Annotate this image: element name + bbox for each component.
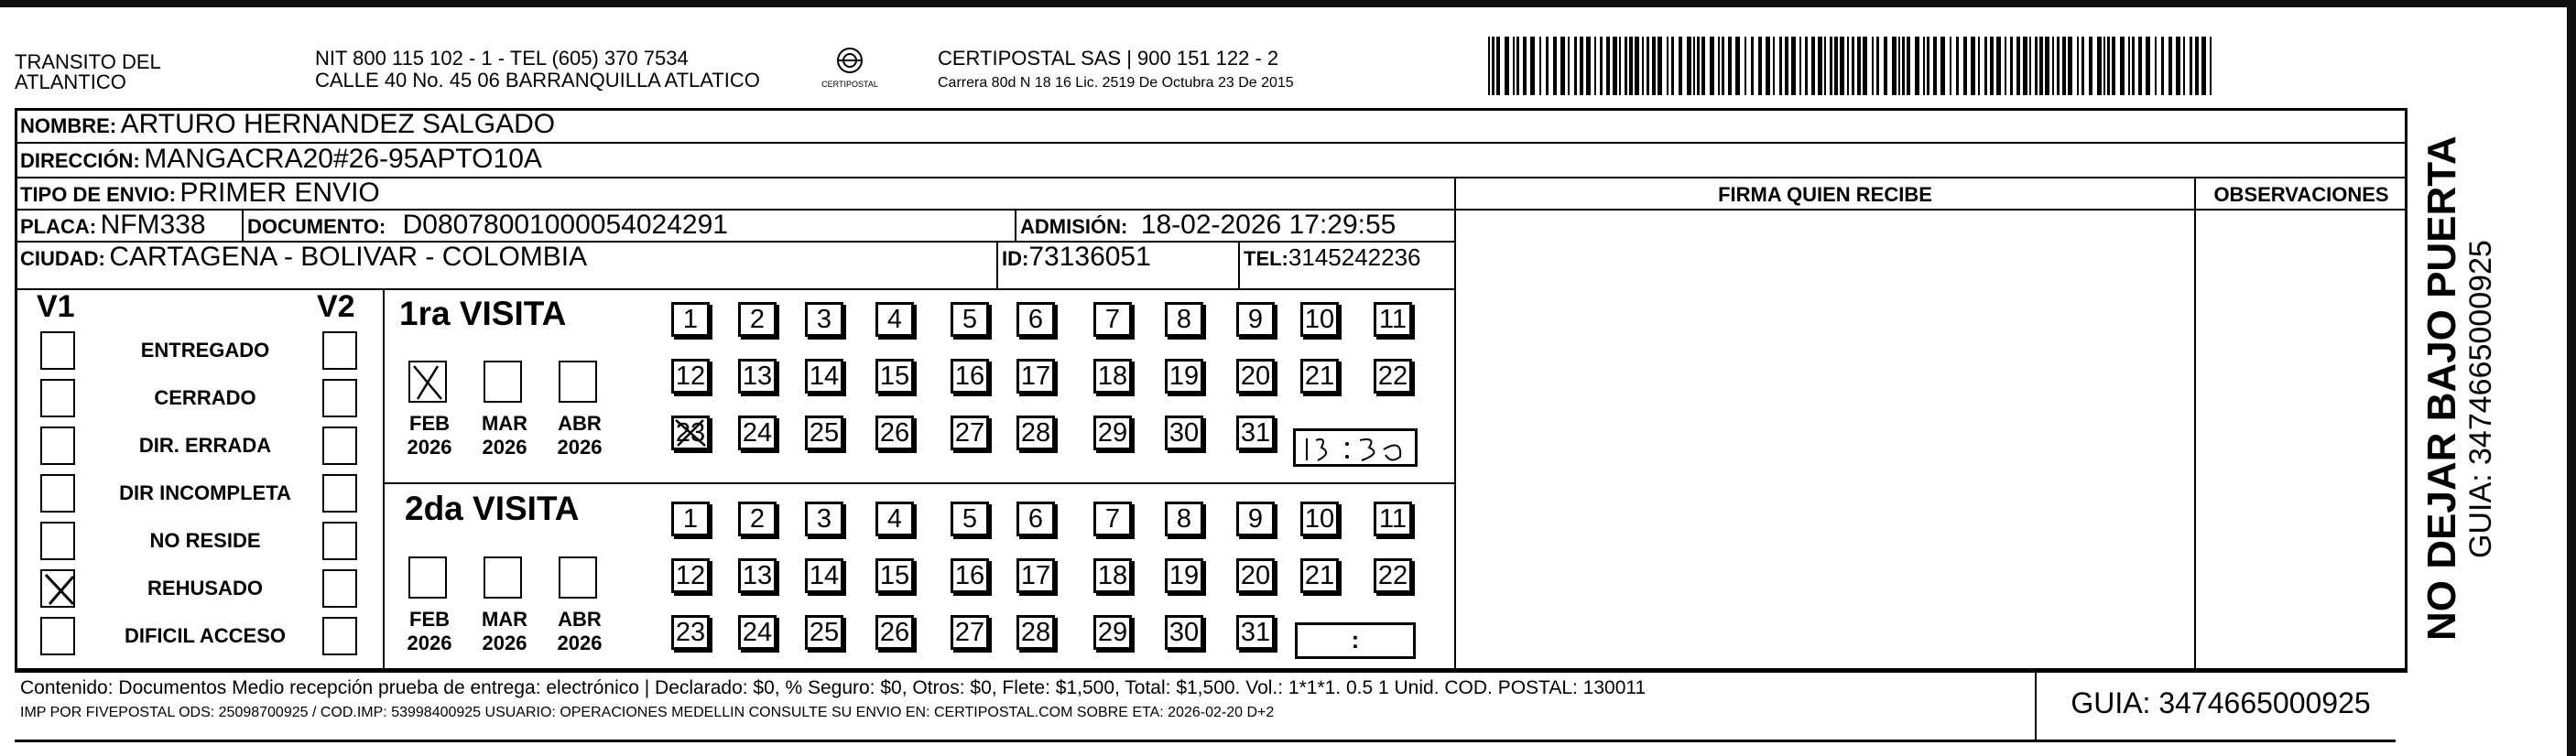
month-name: MAR xyxy=(481,608,528,631)
v2-checkbox[interactable] xyxy=(322,427,357,465)
v1-checkbox[interactable] xyxy=(40,379,75,417)
barcode-bar xyxy=(1830,37,1832,95)
nit-line: NIT 800 115 102 - 1 - TEL (605) 370 7534 xyxy=(315,47,689,70)
day-checkbox[interactable]: 4 xyxy=(875,302,914,337)
day-checkbox[interactable]: 9 xyxy=(1236,302,1275,337)
barcode-bar xyxy=(1513,37,1515,95)
month-checkbox[interactable] xyxy=(484,556,522,599)
documento-label: DOCUMENTO: xyxy=(247,215,386,238)
v2-checkbox[interactable] xyxy=(322,331,357,370)
day-checkbox[interactable]: 20 xyxy=(1236,558,1275,593)
day-checkbox[interactable]: 13 xyxy=(738,359,777,394)
day-checkbox[interactable]: 21 xyxy=(1300,558,1339,593)
day-checkbox[interactable]: 20 xyxy=(1236,359,1275,394)
admision-label: ADMISIÓN: xyxy=(1020,215,1128,238)
day-checkbox[interactable]: 5 xyxy=(951,302,989,337)
barcode-bar xyxy=(2176,37,2180,95)
barcode-bar xyxy=(1697,37,1700,95)
v2-label: V2 xyxy=(317,289,355,324)
admision-value: 18-02-2026 17:29:55 xyxy=(1140,210,1397,240)
barcode-bar xyxy=(1652,37,1656,95)
month-name: FEB xyxy=(409,608,450,631)
status-option-label: DIFICIL ACCESO xyxy=(124,624,286,647)
barcode-bar xyxy=(1722,37,1724,95)
barcode-bar xyxy=(1779,37,1782,95)
address-line: CALLE 40 No. 45 06 BARRANQUILLA ATLATICO xyxy=(315,69,760,92)
barcode-bar xyxy=(1758,37,1762,95)
barcode-bar xyxy=(2035,37,2038,95)
barcode-bar xyxy=(1629,37,1633,95)
barcode-bar xyxy=(2077,37,2079,95)
day-checkbox[interactable]: 18 xyxy=(1093,359,1132,394)
footer-guia: GUIA: 3474665000925 xyxy=(2071,686,2371,719)
footer-content-line: Contenido: Documentos Medio recepción prueba de entrega: electrónico | Declarado: $0, % Seguro: $0, Otros: $0, Flete: $1,500, Total: $1,500. Vol.: 1*1*1. 0.5 1 Unid. COD. POSTAL: 130011 xyxy=(20,677,1647,698)
barcode-bar xyxy=(1735,37,1740,95)
day-checkbox[interactable]: 15 xyxy=(875,359,914,394)
col-divider xyxy=(1015,209,1016,241)
barcode-bar xyxy=(1907,37,1910,95)
barcode-bar xyxy=(2168,37,2172,95)
row-divider xyxy=(15,671,2408,673)
barcode-bar xyxy=(1530,37,1535,95)
barcode-bar xyxy=(1693,37,1695,95)
barcode-bar xyxy=(1625,37,1627,95)
day-checkbox[interactable]: 26 xyxy=(875,615,914,650)
barcode-bar xyxy=(1568,37,1570,95)
barcode-bar xyxy=(1898,37,1900,95)
barcode-bar xyxy=(1600,37,1603,95)
barcode-bar xyxy=(1574,37,1577,95)
v2-checkbox[interactable] xyxy=(322,522,357,560)
barcode-bar xyxy=(1956,37,1959,95)
documento-value: D08078001000054024291 xyxy=(402,210,728,240)
month-year: 2026 xyxy=(407,632,452,654)
month-name: ABR xyxy=(558,412,602,435)
barcode-bar xyxy=(1560,37,1565,95)
barcode-bar xyxy=(1751,37,1754,95)
day-checkbox[interactable]: 23 xyxy=(671,416,710,450)
direccion-row xyxy=(20,144,542,175)
barcode xyxy=(1488,37,2221,95)
day-checkbox[interactable]: 28 xyxy=(1016,615,1055,650)
barcode-bar xyxy=(1852,37,1854,95)
day-checkbox[interactable]: 2 xyxy=(738,302,777,337)
v1-checkbox[interactable] xyxy=(40,331,75,370)
barcode-bar xyxy=(2146,37,2150,95)
month-name: ABR xyxy=(558,608,602,631)
day-checkbox[interactable]: 16 xyxy=(951,359,989,394)
barcode-bar xyxy=(1940,37,1945,95)
barcode-bar xyxy=(1902,37,1905,95)
barcode-bar xyxy=(1773,37,1775,95)
barcode-bar xyxy=(1824,37,1826,95)
day-checkbox[interactable]: 30 xyxy=(1165,615,1203,650)
documento-cell xyxy=(247,210,728,241)
barcode-bar xyxy=(2103,37,2105,95)
tipo-envio-label: TIPO DE ENVIO: xyxy=(20,183,176,206)
day-checkbox[interactable]: 24 xyxy=(738,615,777,650)
day-checkbox[interactable]: 10 xyxy=(1300,502,1339,536)
certipostal-logo xyxy=(820,46,880,92)
barcode-bar xyxy=(2097,37,2102,95)
barcode-bar xyxy=(1927,37,1929,95)
ciudad-cell xyxy=(20,242,587,273)
day-checkbox[interactable]: 7 xyxy=(1093,502,1132,536)
visita1-time-box[interactable] xyxy=(1293,428,1418,467)
barcode-bar xyxy=(1667,37,1668,95)
day-checkbox[interactable]: 6 xyxy=(1016,302,1055,337)
day-checkbox[interactable]: 15 xyxy=(875,558,914,593)
nombre-value: ARTURO HERNANDEZ SALGADO xyxy=(120,109,556,139)
row-divider xyxy=(15,288,1454,290)
col-divider xyxy=(1454,177,1456,671)
barcode-bar xyxy=(2052,37,2054,95)
barcode-bar xyxy=(2155,37,2157,95)
barcode-bar xyxy=(1978,37,1980,95)
barcode-bar xyxy=(2010,37,2013,95)
barcode-bar xyxy=(2045,37,2049,95)
day-checkbox[interactable]: 27 xyxy=(951,615,989,650)
day-checkbox[interactable]: 3 xyxy=(805,302,843,337)
barcode-bar xyxy=(1546,37,1549,95)
day-checkbox[interactable]: 21 xyxy=(1300,359,1339,394)
day-checkbox[interactable]: 31 xyxy=(1236,615,1275,650)
barcode-bar xyxy=(1840,37,1844,95)
day-checkbox[interactable]: 10 xyxy=(1300,302,1339,337)
barcode-bar xyxy=(2138,37,2142,95)
tipo-envio-value: PRIMER ENVIO xyxy=(179,178,380,208)
visita1-title: 1ra VISITA xyxy=(399,295,567,332)
barcode-bar xyxy=(1745,37,1746,95)
barcode-bar xyxy=(1710,37,1714,95)
day-checkbox[interactable]: 31 xyxy=(1236,416,1275,450)
placa-cell xyxy=(20,210,206,241)
barcode-bar xyxy=(2005,37,2006,95)
barcode-bar xyxy=(2112,37,2115,95)
status-option-label: DIR. ERRADA xyxy=(138,434,272,457)
barcode-bar xyxy=(2210,37,2212,95)
status-option-label: NO RESIDE xyxy=(149,529,261,552)
day-checkbox[interactable]: 5 xyxy=(951,502,989,536)
visita2-title: 2da VISITA xyxy=(405,490,580,527)
month-year: 2026 xyxy=(557,632,603,654)
barcode-bar xyxy=(2190,37,2192,95)
day-checkbox[interactable]: 28 xyxy=(1016,416,1055,450)
barcode-bar xyxy=(1996,37,2001,95)
status-option-label: ENTREGADO xyxy=(140,339,270,362)
month-year: 2026 xyxy=(482,436,527,459)
month-year: 2026 xyxy=(407,436,452,459)
direccion-value: MANGACRA20#26-95APTO10A xyxy=(144,144,542,174)
barcode-bar xyxy=(1984,37,1987,95)
barcode-bar xyxy=(1863,37,1867,95)
barcode-bar xyxy=(1553,37,1557,95)
nombre-row xyxy=(20,109,555,140)
barcode-bar xyxy=(1857,37,1861,95)
company-line: CERTIPOSTAL SAS | 900 151 122 - 2 xyxy=(938,47,1279,70)
barcode-bar xyxy=(2029,37,2031,95)
visit-divider xyxy=(383,482,1454,484)
ciudad-value: CARTAGENA - BOLIVAR - COLOMBIA xyxy=(109,242,588,272)
day-checkbox[interactable]: 14 xyxy=(805,359,843,394)
barcode-bar xyxy=(1799,37,1801,95)
visita2-time-box[interactable]: : xyxy=(1295,622,1416,659)
bottom-rule xyxy=(15,740,2396,742)
barcode-bar xyxy=(1492,37,1495,95)
day-checkbox[interactable]: 29 xyxy=(1093,615,1132,650)
barcode-bar xyxy=(2120,37,2125,95)
barcode-bar xyxy=(1642,37,1644,95)
barcode-bar xyxy=(1488,37,1490,95)
barcode-bar xyxy=(1847,37,1849,95)
barcode-bar xyxy=(2195,37,2199,95)
day-checkbox[interactable]: 17 xyxy=(1016,359,1055,394)
barcode-bar xyxy=(1923,37,1925,95)
barcode-bar xyxy=(1687,37,1691,95)
v2-checkbox[interactable] xyxy=(322,379,357,417)
tipo-envio-row xyxy=(20,178,380,209)
v1-checkbox[interactable] xyxy=(40,474,75,513)
right-edge-bar xyxy=(2567,0,2576,756)
barcode-bar xyxy=(2201,37,2206,95)
v2-checkbox[interactable] xyxy=(322,617,357,655)
barcode-bar xyxy=(1516,37,1519,95)
barcode-bar xyxy=(1647,37,1649,95)
barcode-bar xyxy=(1766,37,1770,95)
month-checkbox[interactable] xyxy=(484,361,522,403)
barcode-bar xyxy=(1496,37,1500,95)
day-checkbox[interactable]: 16 xyxy=(951,558,989,593)
barcode-bar xyxy=(1619,37,1621,95)
barcode-bar xyxy=(1635,37,1639,95)
barcode-bar xyxy=(2023,37,2027,95)
month-name: FEB xyxy=(409,412,450,435)
top-edge-bar xyxy=(0,0,2576,7)
barcode-bar xyxy=(1892,37,1897,95)
barcode-bar xyxy=(2062,37,2066,95)
barcode-bar xyxy=(2068,37,2072,95)
barcode-bar xyxy=(1539,37,1541,95)
status-option-label: REHUSADO xyxy=(147,577,263,599)
barcode-bar xyxy=(1971,37,1975,95)
day-checkbox[interactable]: 9 xyxy=(1236,502,1275,536)
col-divider xyxy=(996,241,998,288)
barcode-bar xyxy=(1791,37,1796,95)
ciudad-label: CIUDAD: xyxy=(20,247,105,270)
barcode-bar xyxy=(2183,37,2185,95)
day-checkbox[interactable]: 1 xyxy=(671,502,710,536)
v2-checkbox[interactable] xyxy=(322,569,357,608)
day-checkbox[interactable]: 8 xyxy=(1165,302,1203,337)
barcode-bar xyxy=(1718,37,1720,95)
barcode-bar xyxy=(1679,37,1682,95)
month-year: 2026 xyxy=(482,632,527,654)
tel-cell xyxy=(1244,243,1421,272)
barcode-bar xyxy=(1505,37,1509,95)
day-checkbox[interactable]: 25 xyxy=(805,615,843,650)
barcode-bar xyxy=(1580,37,1583,95)
col-divider xyxy=(242,209,244,241)
tel-value: 3145242236 xyxy=(1288,243,1421,271)
day-checkbox[interactable]: 25 xyxy=(805,416,843,450)
day-checkbox[interactable]: 26 xyxy=(875,416,914,450)
row-divider xyxy=(1456,209,2179,211)
day-checkbox[interactable]: 24 xyxy=(738,416,777,450)
day-checkbox[interactable]: 17 xyxy=(1016,558,1055,593)
month-checkbox[interactable] xyxy=(408,556,447,599)
barcode-bar xyxy=(1594,37,1596,95)
barcode-bar xyxy=(2057,37,2060,95)
day-checkbox[interactable]: 29 xyxy=(1093,416,1132,450)
barcode-bar xyxy=(1872,37,1874,95)
barcode-bar xyxy=(1876,37,1879,95)
org-name-line1: TRANSITO DEL xyxy=(15,50,161,73)
v1-checkbox[interactable] xyxy=(40,427,75,465)
footer-imp-line: IMP POR FIVEPOSTAL ODS: 25098700925 / COD.IMP: 53998400925 USUARIO: OPERACIONES MEDELLIN CONSULTE SU ENVIO EN: CERTIPOSTAL.COM SOBRE ETA: 2026-02-20 D+2 xyxy=(20,705,1275,720)
barcode-bar xyxy=(1658,37,1662,95)
day-checkbox[interactable]: 11 xyxy=(1374,302,1412,337)
logo-text: CERTIPOSTAL xyxy=(821,80,878,89)
direccion-label: DIRECCIÓN: xyxy=(20,149,140,172)
barcode-bar xyxy=(1785,37,1788,95)
col-divider xyxy=(383,288,385,671)
col-divider xyxy=(2194,177,2196,671)
day-checkbox[interactable]: 11 xyxy=(1374,502,1412,536)
org-name-line2: ATLANTICO xyxy=(15,70,126,93)
v1-checkbox[interactable] xyxy=(40,569,75,608)
barcode-bar xyxy=(1811,37,1815,95)
day-checkbox[interactable]: 12 xyxy=(671,359,710,394)
month-name: MAR xyxy=(481,412,528,435)
v2-checkbox[interactable] xyxy=(322,474,357,513)
month-checkbox[interactable] xyxy=(559,556,597,599)
placa-value: NFM338 xyxy=(100,210,206,240)
barcode-bar xyxy=(1606,37,1610,95)
barcode-bar xyxy=(1805,37,1808,95)
barcode-bar xyxy=(1884,37,1887,95)
status-option-label: DIR INCOMPLETA xyxy=(119,481,291,504)
day-checkbox[interactable]: 14 xyxy=(805,558,843,593)
barcode-bar xyxy=(1728,37,1732,95)
id-value: 73136051 xyxy=(1028,242,1151,272)
placa-label: PLACA: xyxy=(20,215,97,238)
day-checkbox[interactable]: 19 xyxy=(1165,359,1203,394)
day-checkbox[interactable]: 27 xyxy=(951,416,989,450)
col-divider xyxy=(1238,241,1240,288)
day-checkbox[interactable]: 2 xyxy=(738,502,777,536)
day-checkbox[interactable]: 19 xyxy=(1165,558,1203,593)
barcode-bar xyxy=(1950,37,1951,95)
barcode-bar xyxy=(2016,37,2020,95)
barcode-bar xyxy=(2089,37,2092,95)
barcode-bar xyxy=(1990,37,1994,95)
day-checkbox[interactable]: 23 xyxy=(671,615,710,650)
row-divider xyxy=(2179,209,2408,211)
id-cell xyxy=(1002,242,1151,273)
barcode-bar xyxy=(2081,37,2084,95)
month-checkbox[interactable] xyxy=(408,361,447,403)
barcode-bar xyxy=(1963,37,1967,95)
barcode-bar xyxy=(2039,37,2043,95)
month-checkbox[interactable] xyxy=(559,361,597,403)
day-checkbox[interactable]: 3 xyxy=(805,502,843,536)
day-checkbox[interactable]: 22 xyxy=(1374,359,1412,394)
barcode-bar xyxy=(1933,37,1937,95)
day-checkbox[interactable]: 18 xyxy=(1093,558,1132,593)
barcode-bar xyxy=(1818,37,1822,95)
v1-label: V1 xyxy=(37,289,75,324)
day-checkbox[interactable]: 7 xyxy=(1093,302,1132,337)
license-line: Carrera 80d N 18 16 Lic. 2519 De Octubra 23 De 2015 xyxy=(938,75,1294,91)
side-notice: NO DEJAR BAJO PUERTA xyxy=(2419,135,2464,641)
side-guia: GUIA: 3474665000925 xyxy=(2463,240,2498,558)
barcode-bar xyxy=(1834,37,1838,95)
day-checkbox[interactable]: 22 xyxy=(1374,558,1412,593)
barcode-bar xyxy=(2161,37,2164,95)
barcode-bar xyxy=(1586,37,1591,95)
barcode-bar xyxy=(1701,37,1705,95)
barcode-bar xyxy=(1613,37,1617,95)
month-year: 2026 xyxy=(557,436,603,459)
barcode-bar xyxy=(2107,37,2110,95)
day-checkbox[interactable]: 12 xyxy=(671,558,710,593)
day-checkbox[interactable]: 13 xyxy=(738,558,777,593)
admision-cell xyxy=(1020,210,1396,241)
observaciones-header: OBSERVACIONES xyxy=(2213,183,2389,206)
tel-label: TEL: xyxy=(1244,247,1288,270)
v1-checkbox[interactable] xyxy=(40,617,75,655)
barcode-bar xyxy=(1523,37,1527,95)
id-label: ID: xyxy=(1002,247,1029,270)
v1-checkbox[interactable] xyxy=(40,522,75,560)
barcode-bar xyxy=(2128,37,2130,95)
day-checkbox[interactable]: 4 xyxy=(875,502,914,536)
barcode-bar xyxy=(1915,37,1919,95)
nombre-label: NOMBRE: xyxy=(20,114,117,137)
firma-header: FIRMA QUIEN RECIBE xyxy=(1718,183,1932,206)
day-checkbox[interactable]: 30 xyxy=(1165,416,1203,450)
status-option-label: CERRADO xyxy=(154,386,256,409)
barcode-bar xyxy=(2132,37,2135,95)
day-checkbox[interactable]: 6 xyxy=(1016,502,1055,536)
day-checkbox[interactable]: 1 xyxy=(671,302,710,337)
day-checkbox[interactable]: 8 xyxy=(1165,502,1203,536)
barcode-bar xyxy=(1671,37,1674,95)
